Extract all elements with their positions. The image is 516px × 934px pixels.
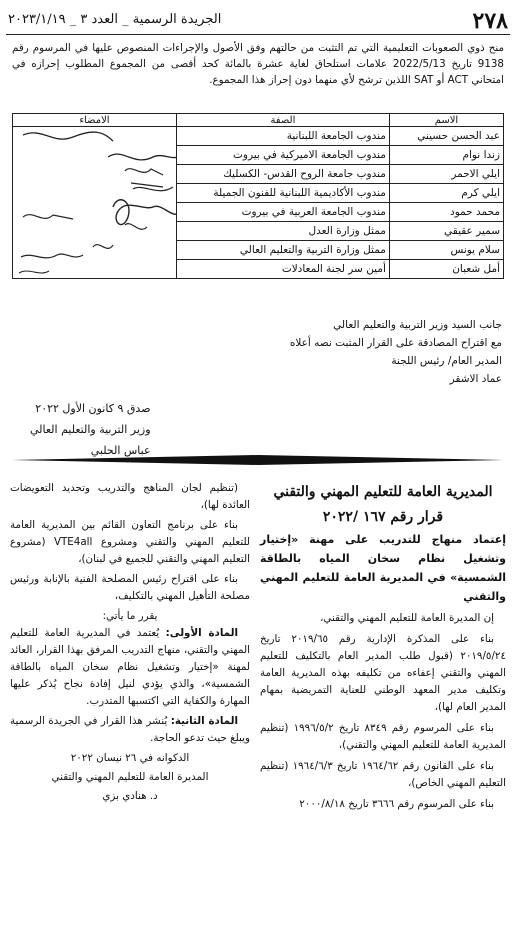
- row-name: محمد حمود: [389, 203, 503, 222]
- page-header: [6, 8, 510, 35]
- article-1: [10, 625, 250, 710]
- approval-block: [30, 398, 151, 461]
- intro-paragraph: منح ذوي الصعوبات التعليمية التي تم التثبت من حالتهم وفق الأصول والإجراءات المنصوص عليها في المرسوم رقم 9138 تاريخ 2022/5/13 علامات استلحاق لغاية عشرة بالمائة كحد أقصى من المجموع المطلوب إحرازه في امتحاني ACT أو SAT اللذين ترشح لأي منهما دون إحراز هذا المجموع.: [12, 42, 504, 86]
- row-capacity: مندوب الجامعة العربية في بيروت: [176, 203, 389, 222]
- header-capacity: الصفة: [176, 114, 389, 127]
- article-2-text: يُنشر هذا القرار في الجريدة الرسمية ويبلغ حيث تدعو الحاجة.: [10, 715, 250, 744]
- paragraph: (تنظيم لجان المناهج والتدريب وتحديد التعويضات العائدة لها)،: [10, 482, 250, 511]
- row-name: ايلي كرم: [389, 184, 503, 203]
- header-signature: الامضاء: [13, 114, 177, 127]
- issue-date: الدكوانه في ٢٦ نيسان ٢٠٢٢: [70, 752, 190, 764]
- paragraph: إن المديرة العامة للتعليم المهني والتقني،: [320, 612, 494, 624]
- approval-line: وزير التربية والتعليم العالي: [30, 423, 151, 436]
- row-name: ايلي الاحمر: [389, 165, 503, 184]
- section-divider: [12, 454, 504, 466]
- decision-subject: إعتماد منهاج للتدريب على مهنة «إختيار وتشغيل نظام سخان المياه بالطاقة الشمسية» في المديرية العامة للتعليم المهني والتقني: [260, 533, 506, 603]
- paragraph: بناء على المذكرة الإدارية رقم ٢٠١٩/٦٥ تاريخ ٢٠١٩/٥/٢٤ (قبول طلب المدير العام بالتكليف للتعليم المهني والتقني إعفاءه من تكليفه بهذه المديرية العامة وتكليف مدير المعهد الوطني للعناية التمريضية بمهام المدير العام لها)،: [260, 633, 506, 713]
- page-number: ٢٧٨: [472, 8, 508, 34]
- article-1-text: يُعتمد في المديرية العامة للتعليم المهني والتقني، منهاج التدريب المرفق بهذا القرار، العائد لمهنة «إختيار وتشغيل نظام سخان المياه بالطاقة الشمسية»، والذي يؤدي لنيل إفادة نجاح يُذكر عليها المهارة والكفاية التي اكتسبها المتدرب.: [10, 627, 250, 707]
- directorate-title: المديرية العامة للتعليم المهني والتقني: [273, 484, 493, 500]
- approval-line: عباس الحلبي: [90, 444, 151, 457]
- paragraph: بناء على برنامج التعاون القائم بين المديرية العامة للتعليم المهني والتقني ومشروع VTE4all (مشروع التعليم المهني والتقني للجميع في لبنان)،: [10, 519, 250, 565]
- table-header-row: [13, 114, 504, 127]
- row-capacity: مندوب جامعة الروح القدس- الكسليك: [176, 165, 389, 184]
- left-column: [10, 480, 250, 805]
- row-name: عبد الحسن حسيني: [389, 127, 503, 146]
- decides-line: يقرر ما يأتي:: [102, 610, 158, 622]
- signer-title: المديرة العامة للتعليم المهني والتقني: [51, 771, 209, 783]
- article-2-label: المادة الثانية:: [170, 715, 238, 727]
- submission-block: [290, 316, 502, 388]
- table-row: [13, 127, 504, 146]
- signature-table: [12, 113, 504, 279]
- right-column: [260, 480, 506, 817]
- signatures-cell: [13, 127, 177, 279]
- paragraph: بناء على القانون رقم ١٩٦٤/٦٢ تاريخ ١٩٦٤/٦/٣ (تنظيم التعليم المهني الخاص)،: [260, 760, 506, 789]
- row-name: أمل شعبان: [389, 260, 503, 279]
- submission-line: مع اقتراح المصادقة على القرار المثبت نصه أعلاه: [289, 337, 502, 349]
- paragraph: بناء على المرسوم رقم ٣٦٦٦ تاريخ ٢٠٠٠/٨/١٨: [299, 798, 494, 810]
- article-2: [10, 713, 250, 747]
- row-capacity: ممثل وزارة العدل: [176, 222, 389, 241]
- header-name: الاسم: [389, 114, 503, 127]
- submission-line: جانب السيد وزير التربية والتعليم العالي: [333, 319, 502, 331]
- approval-line: صدق ٩ كانون الأول ٢٠٢٢: [35, 402, 151, 415]
- row-capacity: مندوب الأكاديمية اللبنانية للفنون الجميلة: [176, 184, 389, 203]
- row-capacity: مندوب الجامعة الاميركية في بيروت: [176, 146, 389, 165]
- paragraph: بناء على اقتراح رئيس المصلحة الفنية بالإنابة ورئيس مصلحة التأهيل المهني بالتكليف،: [10, 573, 250, 602]
- row-name: زندا نوام: [389, 146, 503, 165]
- row-capacity: ممثل وزارة التربية والتعليم العالي: [176, 241, 389, 260]
- submission-line: المدير العام/ رئيس اللجنة: [391, 355, 502, 367]
- row-capacity: أمين سر لجنة المعادلات: [176, 260, 389, 279]
- signer-name: د. هنادي بزي: [102, 790, 158, 802]
- handwritten-signatures: [13, 127, 176, 279]
- article-1-label: المادة الأولى:: [165, 627, 238, 639]
- decision-number: قرار رقم ١٦٧ /٢٠٢٢: [322, 509, 444, 525]
- row-capacity: مندوب الجامعة اللبنانية: [176, 127, 389, 146]
- header-title: الجريدة الرسمية _ العدد ٣ _ ٢٠٢٣/١/١٩: [8, 12, 222, 27]
- row-name: سمير عقيقي: [389, 222, 503, 241]
- submission-line: عماد الاشقر: [449, 373, 502, 385]
- paragraph: بناء على المرسوم رقم ٨٣٤٩ تاريخ ١٩٩٦/٥/٢ (تنظيم المديرية العامة للتعليم المهني والتقني)،: [260, 722, 506, 751]
- row-name: سلام يونس: [389, 241, 503, 260]
